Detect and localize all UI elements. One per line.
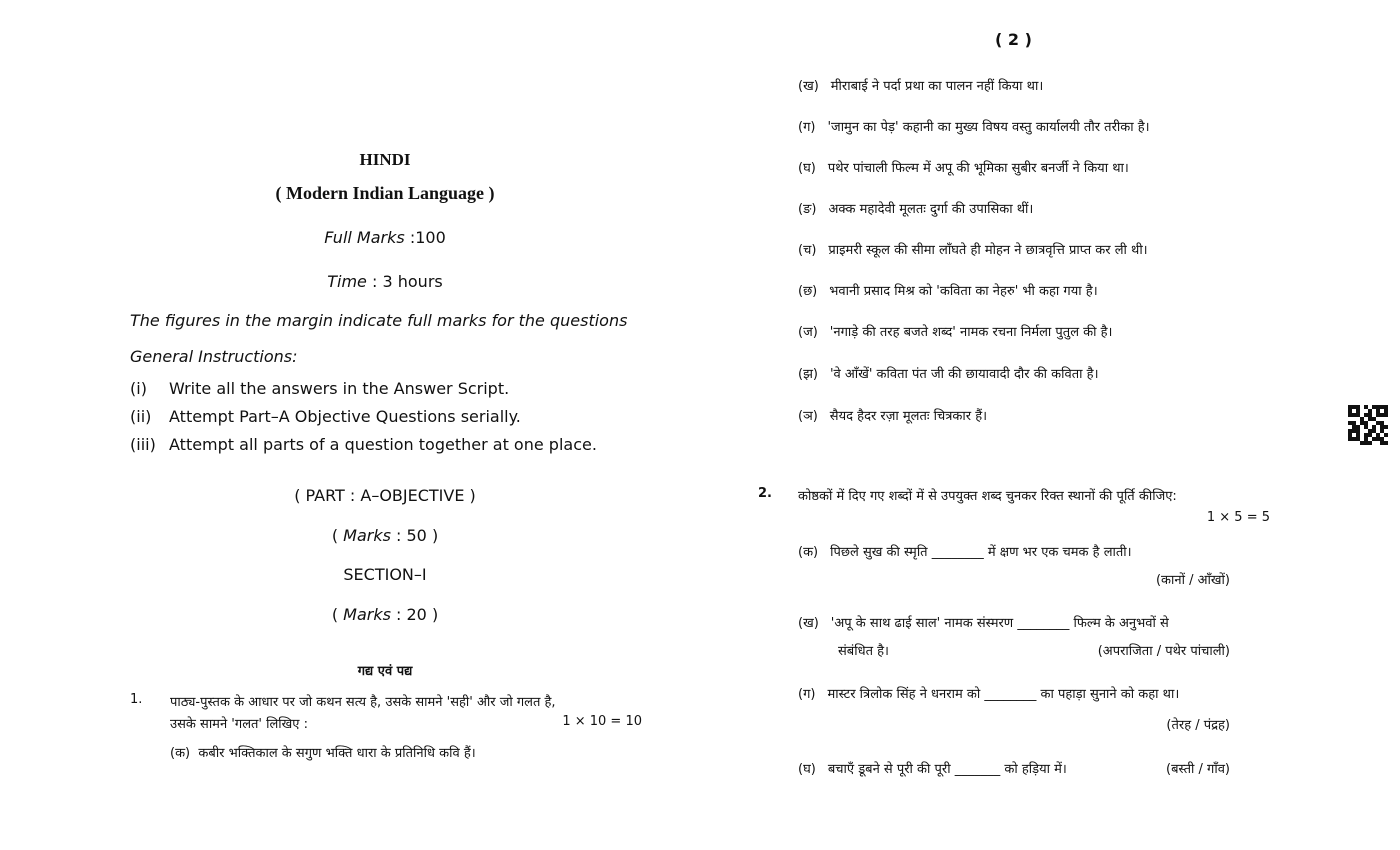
item-text: 'अपू के साथ ढाई साल' नामक संस्मरण ________ फिल्म के अनुभवों से <box>830 616 1169 631</box>
item-text-continued: संबंधित है। <box>838 644 889 659</box>
fill-item <box>798 542 1132 560</box>
instruction-num: (ii) <box>130 407 152 426</box>
question-text: पाठ्य-पुस्तक के आधार पर जो कथन सत्य है, उसके सामने 'सही' और जो गलत है, <box>170 695 556 710</box>
item-text: मास्टर त्रिलोक सिंह ने धनराम को ________ का पहाड़ा सुनाने को कहा था। <box>827 687 1180 702</box>
qr-code <box>1348 405 1388 445</box>
item-options: (तेरह / पंद्रह) <box>1166 718 1230 733</box>
statement-item <box>798 281 1098 299</box>
marks-value: : 20 ) <box>390 605 439 624</box>
item-label: (ङ) <box>798 202 817 217</box>
item-label: (घ) <box>798 161 816 176</box>
question-1 <box>130 692 642 712</box>
question-marks: 1 × 10 = 10 <box>562 714 642 729</box>
item-label: (ञ) <box>798 409 818 424</box>
page-number: ( 2 ) <box>995 30 1032 49</box>
statement-item <box>798 158 1129 176</box>
item-label: (च) <box>798 243 817 258</box>
margin-note: The figures in the margin indicate full marks for the questions <box>130 311 628 330</box>
question-number: 1. <box>130 692 143 707</box>
statement-item <box>170 743 476 761</box>
section-heading: SECTION–I <box>343 565 427 584</box>
fill-item <box>798 613 1169 631</box>
time-label: Time <box>327 272 367 291</box>
item-label: (क) <box>170 746 191 761</box>
time-value: : 3 hours <box>372 272 443 291</box>
item-text: अक्क महादेवी मूलतः दुर्गा की उपासिका थीं। <box>828 202 1034 217</box>
instruction-num: (i) <box>130 379 147 398</box>
part-heading: ( PART : A–OBJECTIVE ) <box>294 486 476 505</box>
statement-item <box>798 240 1148 258</box>
item-label: (क) <box>798 545 819 560</box>
item-options: (बस्ती / गाँव) <box>1166 762 1230 777</box>
question-1-line2 <box>130 714 642 734</box>
item-options: (कानों / आँखों) <box>1155 573 1230 588</box>
question-text: उसके सामने 'गलत' लिखिए : <box>170 717 309 732</box>
question-number: 2. <box>758 486 772 501</box>
question-2 <box>758 486 1278 506</box>
instruction-num: (iii) <box>130 435 156 454</box>
instruction-text: Attempt Part–A Objective Questions serially. <box>169 407 521 426</box>
marks-value: : 50 ) <box>390 526 439 545</box>
item-text: सैयद हैदर रज़ा मूलतः चित्रकार हैं। <box>829 409 988 424</box>
question-text: कोष्ठकों में दिए गए शब्दों में से उपयुक्त शब्द चुनकर रिक्त स्थानों की पूर्ति कीजिए: <box>798 489 1177 504</box>
full-marks-label: Full Marks <box>324 228 405 247</box>
statement-item <box>798 322 1112 340</box>
item-text: बचाएँ डूबने से पूरी की पूरी _______ को हड़िया में। <box>827 762 1067 777</box>
question-marks: 1 × 5 = 5 <box>1206 510 1270 525</box>
statement-item <box>798 76 1043 94</box>
instruction-item <box>130 435 630 455</box>
instruction-text: Attempt all parts of a question together at one place. <box>169 435 597 454</box>
statement-item <box>798 364 1099 382</box>
item-label: (छ) <box>798 284 818 299</box>
item-label: (ख) <box>798 616 819 631</box>
marks-label: Marks <box>343 605 391 624</box>
item-text: पिछले सुख की स्मृति ________ में क्षण भर एक चमक है लाती। <box>830 545 1132 560</box>
full-marks <box>130 228 640 247</box>
item-label: (ग) <box>798 120 816 135</box>
item-text: 'नगाड़े की तरह बजते शब्द' नामक रचना निर्मला पुतुल की है। <box>829 325 1113 340</box>
instruction-item <box>130 407 630 427</box>
item-text: 'वे आँखें' कविता पंत जी की छायावादी दौर की कविता है। <box>829 367 1099 382</box>
section-title: गद्य एवं पद्य <box>357 664 413 679</box>
item-label: (झ) <box>798 367 818 382</box>
item-options: (अपराजिता / पथेर पांचाली) <box>1097 644 1230 659</box>
statement-item <box>798 117 1150 135</box>
subject-title: HINDI <box>359 150 411 169</box>
instruction-text: Write all the answers in the Answer Script. <box>169 379 510 398</box>
instructions-heading: General Instructions: <box>130 347 298 366</box>
item-label: (ख) <box>798 79 819 94</box>
item-text: 'जामुन का पेड़' कहानी का मुख्य विषय वस्तु कार्यालयी तौर तरीका है। <box>827 120 1150 135</box>
item-label: (ज) <box>798 325 818 340</box>
statement-item <box>798 199 1033 217</box>
paren: ( <box>331 526 344 545</box>
fill-item <box>798 759 1067 777</box>
time <box>130 272 640 291</box>
item-text: कबीर भक्तिकाल के सगुण भक्ति धारा के प्रतिनिधि कवि हैं। <box>198 746 476 761</box>
fill-item <box>798 684 1179 702</box>
item-text: प्राइमरी स्कूल की सीमा लाँघते ही मोहन ने छात्रवृत्ति प्राप्त कर ली थी। <box>828 243 1148 258</box>
item-text: भवानी प्रसाद मिश्र को 'कविता का नेहरु' भी कहा गया है। <box>829 284 1098 299</box>
section-marks <box>130 605 640 624</box>
marks-label: Marks <box>343 526 391 545</box>
paren: ( <box>331 605 344 624</box>
full-marks-value: :100 <box>409 228 446 247</box>
statement-item <box>798 406 987 424</box>
item-text: पथेर पांचाली फिल्म में अपू की भूमिका सुबीर बनर्जी ने किया था। <box>827 161 1129 176</box>
item-label: (ग) <box>798 687 816 702</box>
part-marks <box>130 526 640 545</box>
item-label: (घ) <box>798 762 816 777</box>
subject-subtitle: ( Modern Indian Language ) <box>275 183 495 203</box>
item-text: मीराबाई ने पर्दा प्रथा का पालन नहीं किया था। <box>830 79 1044 94</box>
instruction-item <box>130 379 630 399</box>
